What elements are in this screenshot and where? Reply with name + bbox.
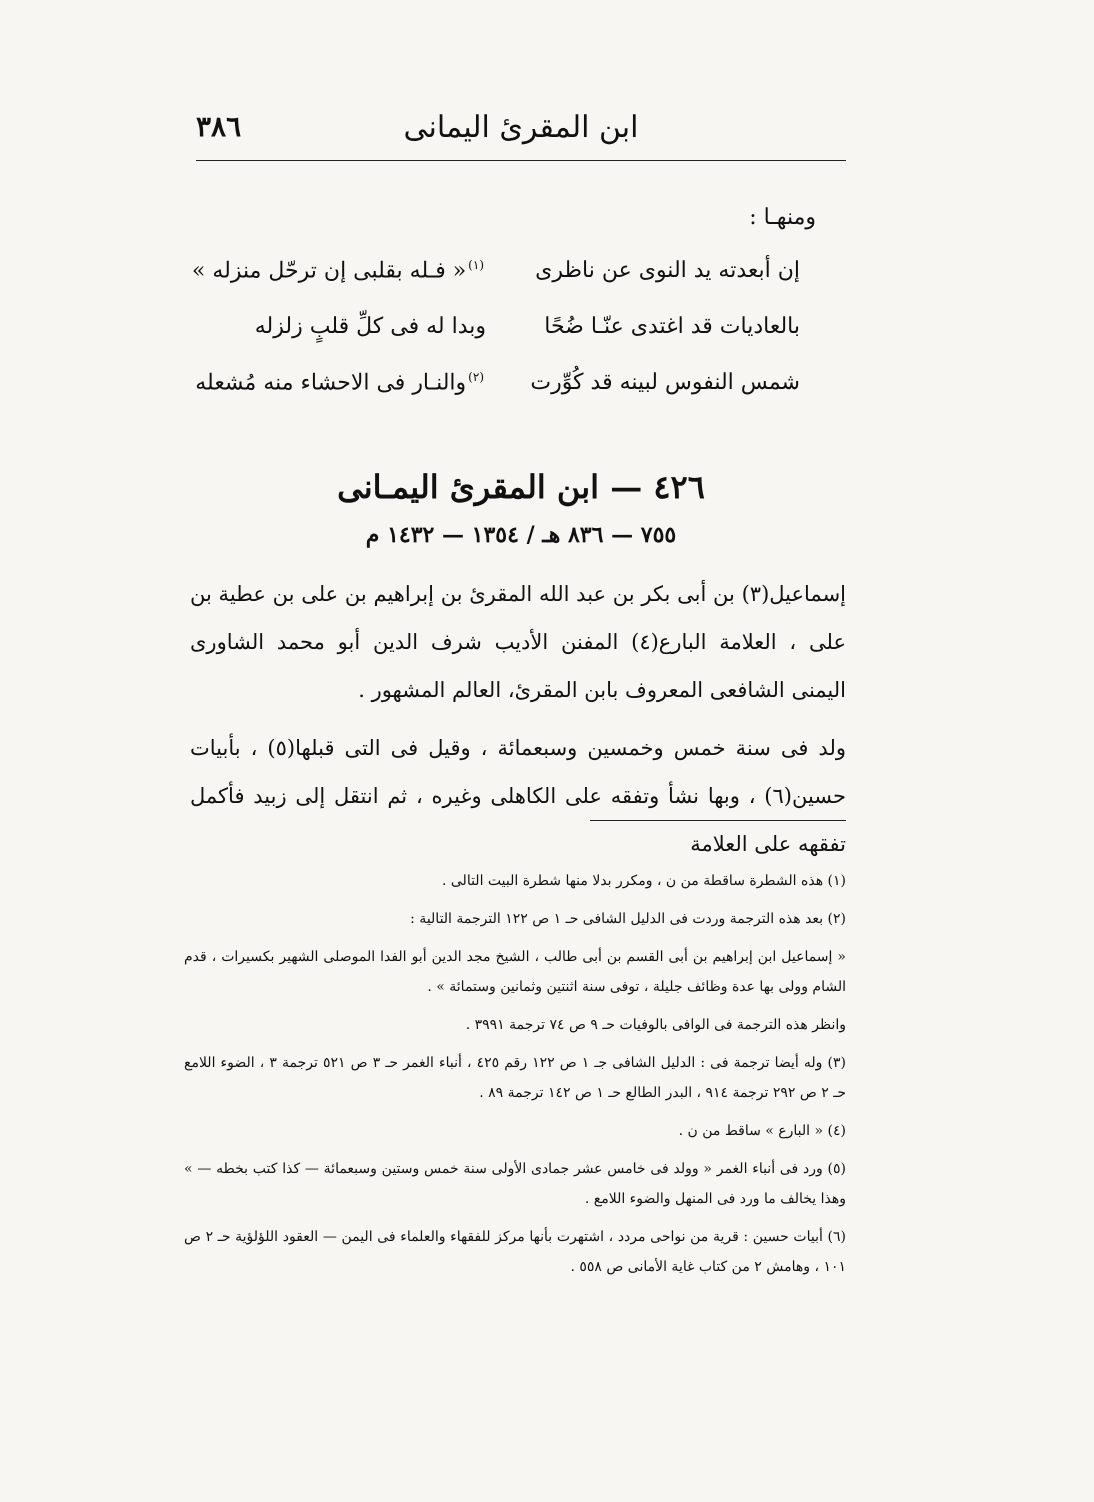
- verse-text: والنـار فى الاحشاء منه مُشعله: [195, 370, 467, 396]
- verse-text: « فـله بقلبى إن ترحّل منزله »: [191, 258, 467, 284]
- footnote: (١) هذه الشطرة ساقطة من ن ، ومكرر بدلا منها شطرة البيت التالى .: [441, 873, 846, 889]
- running-title: ابن المقرئ اليمانى: [403, 110, 639, 145]
- verse-intro: ومنهـا :: [749, 205, 816, 230]
- verse-first-hemistich: إن أبعدته يد النوى عن ناظرى: [535, 258, 800, 283]
- footnotes: [184, 866, 846, 1290]
- verse-line: [226, 314, 800, 370]
- verse-line: [191, 258, 800, 314]
- verse-second-hemistich: وبدا له فى كلِّ قلبٍ زلزله: [254, 314, 486, 339]
- footnote-quote: « إسماعيل ابن إبراهيم بن أبى القسم بن أبى طالب ، الشيخ مجد الدين أبو الفدا الموصلى الشهير بكسيرات ، قدم الشام وولى بها عدة وظائف جليلة ، توفى سنة اثنتين وثمانين وستمائة » .: [184, 949, 846, 995]
- verse-second-hemistich: [195, 370, 486, 396]
- entry-body: [190, 570, 846, 878]
- footnote: (٥) ورد فى أنباء الغمر « وولد فى خامس عشر جمادى الأولى سنة خمس وستين وسبعمائة — كذا كتب بخطه — » وهذا يخالف ما ورد فى المنهل والضوء اللامع .: [184, 1161, 846, 1207]
- footnote-separator: [590, 820, 846, 821]
- verse-line: [195, 370, 800, 426]
- entry-title: ٤٢٦ — ابن المقرئ اليمـانى: [337, 468, 705, 506]
- page-number: ٣٨٦: [196, 110, 242, 143]
- footnote: (٢) بعد هذه الترجمة وردت فى الدليل الشافى حـ ١ ص ١٢٢ الترجمة التالية :: [410, 911, 846, 927]
- entry-dates: ٧٥٥ — ٨٣٦ هـ / ١٣٥٤ — ١٤٣٢ م: [365, 522, 677, 548]
- footnote-continuation: وانظر هذه الترجمة فى الوافى بالوفيات حـ ٩ ص ٧٤ ترجمة ٣٩٩١ .: [465, 1017, 846, 1033]
- verse-first-hemistich: شمس النفوس لبينه قد كُوِّرت: [530, 370, 800, 395]
- header-rule: [196, 160, 846, 161]
- footnote: (٤) « البارع » ساقط من ن .: [678, 1123, 846, 1139]
- poem: [191, 258, 800, 426]
- body-paragraph: إسماعيل(٣) بن أبى بكر بن عبد الله المقرئ بن إبراهيم بن على بن عطية بن على ، العلامة البارع(٤) المفنن الأديب شرف الدين أبو محمد الشاورى اليمنى الشافعى المعروف بابن المقرئ، العالم المشهور .: [190, 582, 846, 702]
- verse-second-hemistich: [191, 258, 486, 284]
- verse-first-hemistich: بالعاديات قد اغتدى عنّـا ضُحًا: [544, 314, 800, 339]
- footnote-marker: (١): [468, 258, 484, 272]
- page-header: [196, 110, 846, 158]
- body-paragraph: ولد فى سنة خمس وخمسين وسبعمائة ، وقيل فى التى قبلها(٥) ، بأبيات حسين(٦) ، وبها نشأ وتفقه على الكاهلى وغيره ، ثم انتقل إلى زبيد فأكمل تفقهه على العلامة: [190, 736, 846, 856]
- footnote: (٦) أبيات حسين : قرية من نواحى مردد ، اشتهرت بأنها مركز للفقهاء والعلماء فى اليمن — العقود اللؤلؤية حـ ٢ ص ١٠١ ، وهامش ٢ من كتاب غاية الأمانى ص ٥٥٨ .: [184, 1229, 846, 1275]
- footnote-marker: (٢): [468, 370, 484, 384]
- footnote: (٣) وله أيضا ترجمة فى : الدليل الشافى جـ ١ ص ١٢٢ رقم ٤٢٥ ، أنباء الغمر حـ ٣ ص ٥٢١ ترجمة ٣ ، الضوء اللامع حـ ٢ ص ٢٩٢ ترجمة ٩١٤ ، البدر الطالع حـ ١ ص ١٤٢ ترجمة ٨٩ .: [184, 1055, 846, 1101]
